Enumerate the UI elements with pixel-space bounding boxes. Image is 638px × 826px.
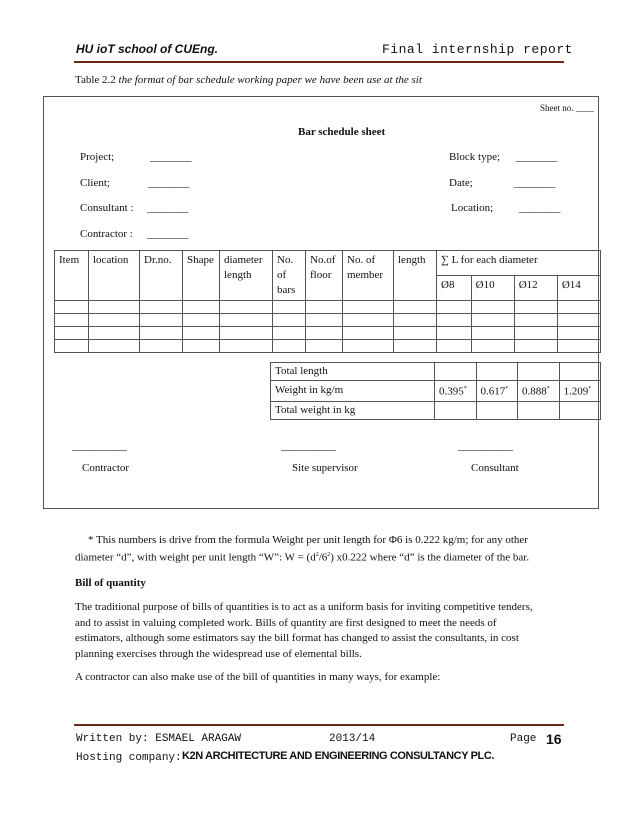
block-type-label: Block type; [449, 151, 501, 163]
header-report-title: Final internship report [382, 42, 573, 57]
footer-hosting-company: K2N ARCHITECTURE AND ENGINEERING CONSULTANCY PLC. [182, 750, 495, 762]
header-school: HU ioT school of CUEng. [76, 42, 218, 56]
weight-dia-12: 0.888* [518, 381, 560, 402]
total-length-label: Total length [271, 363, 435, 381]
caption-text: the format of bar schedule working paper we have been use at the sit [118, 74, 422, 86]
table-row [55, 340, 601, 353]
section-heading: Bill of quantity [75, 577, 146, 589]
col-shape: Shape [183, 251, 220, 301]
weight-dia-14: 1.209* [559, 381, 601, 402]
consultant-signature-line: ____________ [458, 440, 512, 452]
block-type-blank: _________ [516, 151, 557, 163]
sheet-title: Bar schedule sheet [298, 126, 386, 138]
sig-supervisor-label: Site supervisor [292, 462, 358, 474]
weight-dia-8: 0.395* [435, 381, 477, 402]
col-no-of-bars: No. of bars [273, 251, 306, 301]
footer-page-label: Page [510, 733, 537, 745]
table-row [55, 314, 601, 327]
col-sum-per-diameter: ∑ L for each diameter [437, 251, 601, 276]
footer-written-by: Written by: ESMAEL ARAGAW [76, 733, 242, 745]
bar-schedule-table [54, 250, 601, 353]
date-label: Date; [449, 177, 473, 189]
note-line-1: * This numbers is drive from the formula Weight per unit length for Φ6 is 0.222 kg/m; for any other [88, 534, 528, 546]
consultant-label: Consultant : [80, 202, 134, 214]
location-blank: _________ [519, 202, 560, 214]
table-row [55, 301, 601, 314]
paragraph-1: The traditional purpose of bills of quantities is to act as a uniform basis for inviting competitive tenders, and to assist in valuing completed work. Bills of quantity are first designed to meet the needs of estimators, although some estimators say the bill format has changed to assist the consultants, in cost planning exercises through the widespread use of elemental bills. [75, 601, 533, 660]
col-dia-14: Ø14 [557, 276, 600, 301]
project-blank: _________ [150, 151, 191, 163]
header-rule [74, 61, 564, 63]
col-item: Item [55, 251, 89, 301]
table-caption [75, 74, 422, 86]
weight-row [271, 381, 601, 402]
col-diameter-length: diameter length [220, 251, 273, 301]
contractor-signature-line: ____________ [72, 440, 126, 452]
col-no-of-member: No. of member [343, 251, 394, 301]
total-weight-row [271, 401, 601, 419]
col-dia-8: Ø8 [437, 276, 472, 301]
total-weight-label: Total weight in kg [271, 401, 435, 419]
total-length-row [271, 363, 601, 381]
footer-year: 2013/14 [329, 733, 376, 745]
consultant-blank: _________ [147, 202, 188, 214]
col-drawing-no: Dr.no. [140, 251, 183, 301]
caption-label: Table 2.2 [75, 74, 116, 86]
project-label: Project; [80, 151, 115, 163]
sig-consultant-label: Consultant [471, 462, 519, 474]
weight-label: Weight in kg/m [271, 381, 435, 402]
client-blank: _________ [148, 177, 189, 189]
date-blank: _________ [514, 177, 555, 189]
footer-rule [74, 724, 564, 726]
footer-page-number: 16 [546, 731, 562, 747]
col-no-of-floor: No.of floor [306, 251, 343, 301]
footer-hosting-label: Hosting company: [76, 752, 182, 764]
col-dia-10: Ø10 [471, 276, 514, 301]
note-line-2: diameter “d”, with weight per unit length “W”: $W = (d^2/6^2)$ x0.222 where “d” is the diameter of the bar. [75, 551, 530, 564]
location-label: Location; [451, 202, 494, 214]
table-header-row [55, 251, 601, 276]
client-label: Client; [80, 177, 110, 189]
contractor-blank: _________ [147, 228, 188, 240]
col-length: length [394, 251, 437, 301]
sheet-number: Sheet no. ____ [540, 103, 594, 113]
col-location: location [89, 251, 140, 301]
col-dia-12: Ø12 [514, 276, 557, 301]
totals-table [270, 362, 601, 420]
paragraph-2: A contractor can also make use of the bill of quantities in many ways, for example: [75, 671, 441, 683]
supervisor-signature-line: ____________ [281, 440, 335, 452]
sig-contractor-label: Contractor [82, 462, 130, 474]
weight-dia-10: 0.617* [476, 381, 518, 402]
contractor-label: Contractor : [80, 228, 133, 240]
table-row [55, 327, 601, 340]
